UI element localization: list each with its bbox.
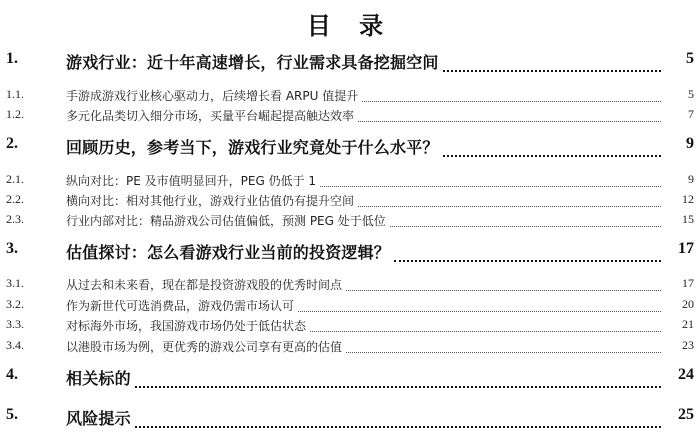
dot-leader: [362, 87, 661, 102]
subsection-page-number: 23: [682, 338, 694, 352]
subsection-title: 行业内部对比：精品游戏公司估值偏低，预测 PEG 处于低位: [66, 214, 386, 228]
dot-leader: [358, 192, 661, 207]
subsection-title: 多元化品类切入细分市场，买量平台崛起提高触达效率: [66, 109, 355, 123]
section-title: 风险提示: [66, 409, 131, 428]
dot-leader: [320, 172, 661, 187]
section-number: 5.: [6, 406, 18, 423]
subsection-page-number: 17: [682, 276, 694, 290]
dot-leader: [346, 338, 661, 353]
subsection-title: 对标海外市场，我国游戏市场仍处于低估状态: [66, 319, 307, 333]
subsection-title: 手游成游戏行业核心驱动力，后续增长看 ARPU 值提升: [66, 89, 359, 103]
toc-section-5[interactable]: [0, 406, 700, 428]
dot-leader: [443, 50, 661, 72]
section-page-number: 5: [686, 50, 694, 67]
subsection-number: 3.3.: [6, 317, 24, 331]
subsection-number: 1.1.: [6, 87, 24, 101]
section-number: 4.: [6, 366, 18, 383]
dot-leader: [135, 406, 661, 428]
subsection-page-number: 5: [688, 87, 694, 101]
toc-title: 目 录: [306, 12, 394, 40]
section-page-number: 25: [678, 406, 694, 423]
section-number: 1.: [6, 50, 18, 67]
dot-leader: [346, 276, 661, 291]
dot-leader: [310, 317, 661, 332]
subsection-number: 3.1.: [6, 276, 24, 290]
dot-leader: [394, 240, 661, 262]
toc-subsection-3-4[interactable]: [0, 338, 700, 354]
dot-leader: [135, 366, 661, 388]
toc-subsection-3-3[interactable]: [0, 317, 700, 333]
subsection-number: 2.2.: [6, 192, 24, 206]
dot-leader: [443, 135, 661, 157]
dot-leader: [390, 212, 661, 227]
subsection-title: 以港股市场为例，更优秀的游戏公司享有更高的估值: [66, 340, 343, 354]
section-number: 2.: [6, 135, 18, 152]
section-title: 估值探讨：怎么看游戏行业当前的投资逻辑？: [66, 243, 391, 262]
toc-section-2[interactable]: [0, 135, 700, 157]
subsection-number: 3.2.: [6, 297, 24, 311]
section-title: 相关标的: [66, 369, 131, 388]
toc-section-4[interactable]: [0, 366, 700, 388]
toc-section-1[interactable]: [0, 50, 700, 72]
subsection-number: 1.2.: [6, 107, 24, 121]
section-title: 回顾历史，参考当下，游戏行业究竟处于什么水平？: [66, 138, 439, 157]
toc-subsection-2-1[interactable]: [0, 172, 700, 188]
toc-section-3[interactable]: [0, 240, 700, 262]
toc-subsection-1-2[interactable]: [0, 107, 700, 123]
subsection-number: 2.1.: [6, 172, 24, 186]
subsection-page-number: 9: [688, 172, 694, 186]
subsection-page-number: 12: [682, 192, 694, 206]
subsection-number: 2.3.: [6, 212, 24, 226]
section-title: 游戏行业：近十年高速增长，行业需求具备挖掘空间: [66, 53, 439, 72]
toc-subsection-3-1[interactable]: [0, 276, 700, 292]
subsection-page-number: 20: [682, 297, 694, 311]
subsection-page-number: 21: [682, 317, 694, 331]
toc-subsection-2-3[interactable]: [0, 212, 700, 228]
section-page-number: 17: [678, 240, 694, 257]
section-page-number: 24: [678, 366, 694, 383]
subsection-number: 3.4.: [6, 338, 24, 352]
subsection-title: 作为新世代可选消费品，游戏仍需市场认可: [66, 299, 295, 313]
section-page-number: 9: [686, 135, 694, 152]
subsection-title: 横向对比：相对其他行业，游戏行业估值仍有提升空间: [66, 194, 355, 208]
subsection-title: 纵向对比：PE 及市值明显回升，PEG 仍低于 1: [66, 174, 317, 188]
toc-subsection-3-2[interactable]: [0, 297, 700, 313]
section-number: 3.: [6, 240, 18, 257]
subsection-page-number: 7: [688, 107, 694, 121]
dot-leader: [358, 107, 661, 122]
subsection-title: 从过去和未来看，现在都是投资游戏股的优秀时间点: [66, 278, 343, 292]
dot-leader: [298, 297, 661, 312]
subsection-page-number: 15: [682, 212, 694, 226]
toc-subsection-2-2[interactable]: [0, 192, 700, 208]
toc-subsection-1-1[interactable]: [0, 87, 700, 103]
